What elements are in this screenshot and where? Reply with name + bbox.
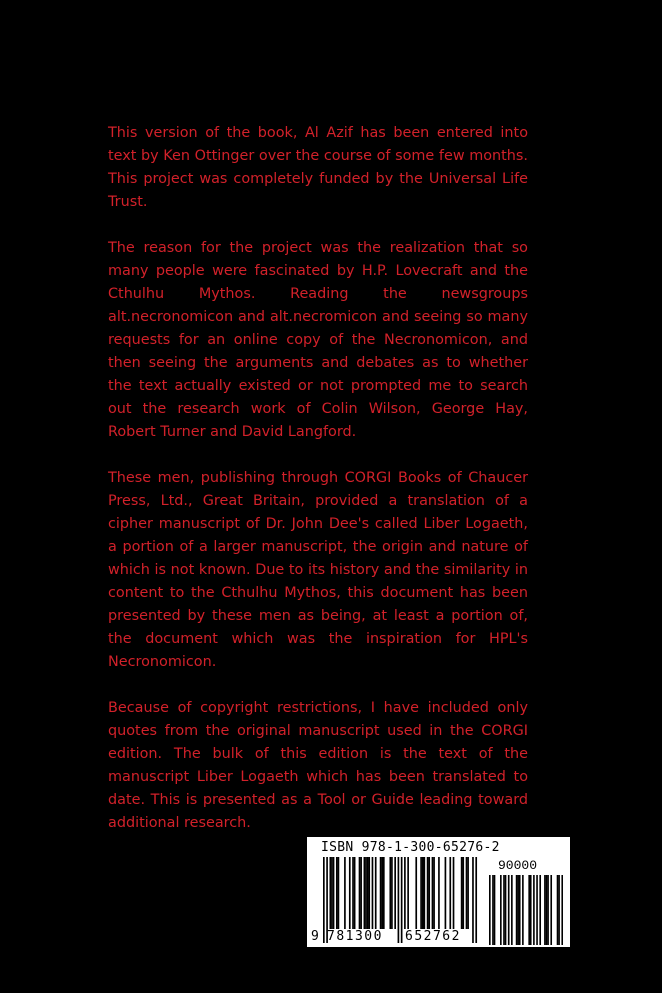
barcode-bar <box>466 857 468 929</box>
addon-bar <box>550 875 552 945</box>
addon-bar <box>505 875 507 945</box>
barcode-bar <box>415 857 417 929</box>
blurb-text <box>108 122 528 858</box>
barcode-bar <box>331 857 333 929</box>
addon-bar <box>561 875 563 945</box>
paragraph-4: Because of copyright restrictions, I have included only quotes from the original manuscript used in the CORGI edition. The bulk of this edition is the text of the manuscript Liber Logaeth which has been translated to date. This is presented as a Tool or Guide leading toward additional research. <box>108 700 528 831</box>
addon-bar <box>500 875 502 945</box>
addon-bar <box>508 875 510 945</box>
addon-bar <box>546 875 548 945</box>
barcode-bar <box>368 857 370 929</box>
barcode-bar <box>407 857 409 929</box>
addon-bar <box>522 875 524 945</box>
addon-bar <box>517 875 519 945</box>
addon-bar <box>558 875 560 945</box>
barcode-bar <box>472 857 474 943</box>
addon-bar <box>547 875 549 945</box>
addon-bar <box>536 875 538 945</box>
barcode-bar <box>433 857 435 929</box>
barcode-bar <box>422 857 424 929</box>
addon-bar <box>489 875 491 945</box>
barcode-bar <box>380 857 382 929</box>
barcode-bar <box>428 857 430 929</box>
barcode-bar <box>381 857 383 929</box>
barcode-bar <box>338 857 340 929</box>
barcode-bar <box>438 857 440 929</box>
barcode-bar <box>364 857 366 929</box>
barcode-bar <box>401 857 403 943</box>
barcode-bar <box>349 857 351 929</box>
addon-bar <box>533 875 535 945</box>
addon-bar <box>544 875 546 945</box>
addon-bar <box>519 875 521 945</box>
addon-bar <box>557 875 559 945</box>
barcode-bar <box>359 857 361 929</box>
barcode-bar <box>333 857 335 929</box>
barcode-bar <box>461 857 463 929</box>
barcode-bar <box>462 857 464 929</box>
barcode-bar <box>323 857 325 943</box>
barcode-bar <box>432 857 434 929</box>
isbn-barcode <box>307 837 570 947</box>
barcode-bar <box>352 857 354 929</box>
barcode-bar <box>329 857 331 929</box>
barcode-bar <box>398 857 400 943</box>
barcode-bar <box>344 857 346 929</box>
barcode-bar <box>367 857 369 929</box>
addon-bar <box>530 875 532 945</box>
barcode-bar <box>336 857 338 929</box>
barcode-bar <box>445 857 447 929</box>
paragraph-2: The reason for the project was the realization that so many people were fascinated by H.P. Lovecraft and the Cthulhu Mythos. Reading the newsgroups alt.necronomicon and alt.necromicon and seeing so many requests for an online copy of the Necronomicon, and then seeing the arguments and debates as to whether the text actually existed or not prompted me to search out the research work of Colin Wilson, George Hay, Robert Turner and David Langford. <box>108 240 528 440</box>
barcode-bar <box>475 857 477 943</box>
barcode-bar <box>383 857 385 929</box>
barcode-bar <box>420 857 422 929</box>
barcode-bar <box>467 857 469 929</box>
ean-right-digits: 652762 <box>405 929 461 944</box>
barcode-bar <box>404 857 406 929</box>
addon-bar <box>516 875 518 945</box>
price-code: 90000 <box>498 858 538 873</box>
addon-bar <box>503 875 505 945</box>
ean-first-digit: 9 <box>311 929 319 944</box>
addon-bars <box>489 875 563 945</box>
addon-bar <box>539 875 541 945</box>
barcode-bar <box>375 857 377 929</box>
barcode-bar <box>365 857 367 929</box>
addon-bar <box>494 875 496 945</box>
barcode-bar <box>424 857 426 929</box>
barcode-bar <box>449 857 451 929</box>
addon-bar <box>492 875 494 945</box>
barcode-bar <box>354 857 356 929</box>
barcode-bar <box>427 857 429 929</box>
barcode-bar <box>372 857 374 929</box>
barcode-bar <box>391 857 393 929</box>
barcode-bar <box>360 857 362 929</box>
addon-bar <box>511 875 513 945</box>
barcode-bar <box>453 857 455 929</box>
addon-bar <box>528 875 530 945</box>
ean-left-digits: 781300 <box>327 929 383 944</box>
paragraph-1: This version of the book, Al Azif has been entered into text by Ken Ottinger over the course of some few months. This project was completely funded by the Universal Life Trust. <box>108 125 528 210</box>
barcode-bar <box>394 857 396 929</box>
isbn-label: ISBN 978-1-300-65276-2 <box>321 840 500 855</box>
barcode-bar <box>389 857 391 929</box>
paragraph-3: These men, publishing through CORGI Books of Chaucer Press, Ltd., Great Britain, provided a translation of a cipher manuscript of Dr. John Dee's called Liber Logaeth, a portion of a larger manuscript, the origin and nature of which is not known. Due to its history and the similarity in content to the Cthulhu Mythos, this document has been presented by these men as being, at least a portion of, the document which was the inspiration for HPL's Necronomicon. <box>108 470 528 670</box>
